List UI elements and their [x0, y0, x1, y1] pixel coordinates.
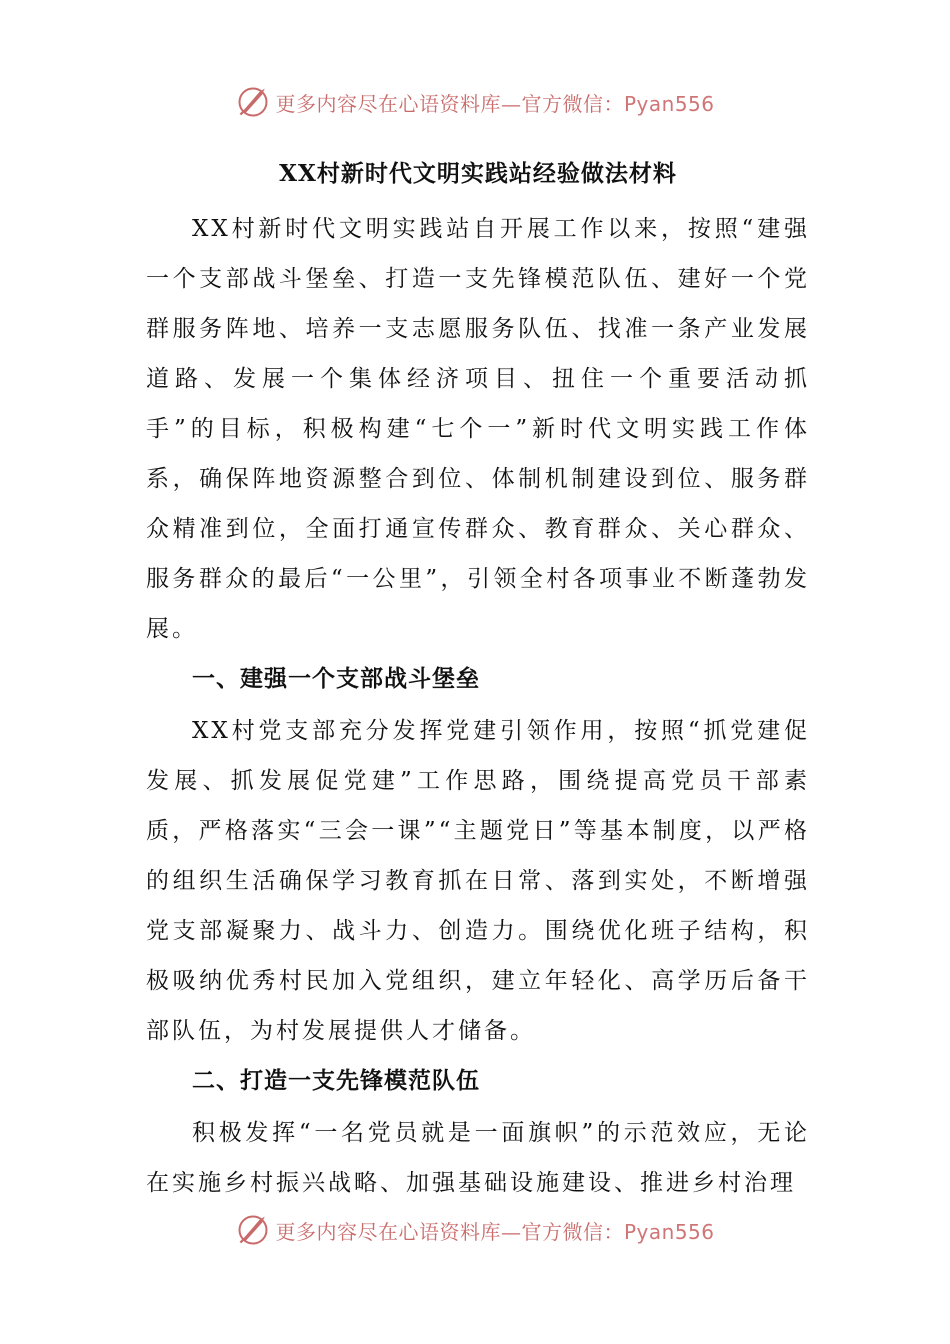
section-heading-2: 二、打造一支先锋模范队伍	[192, 1067, 480, 1094]
intro-paragraph: XX村新时代文明实践站自开展工作以来，按照“建强一个支部战斗堡垒、打造一支先锋模范队伍、建好一个党群服务阵地、培养一支志愿服务队伍、找准一条产业发展道路、发展一个集体经济项目、扭住一个重要活动抓手”的目标，积极构建“七个一”新时代文明实践工作体系，确保阵地资源整合到位、体制机制建设到位、服务群众精准到位，全面打通宣传群众、教育群众、关心群众、服务群众的最后“一公里”，引领全村各项事业不断蓬勃发展。	[146, 216, 810, 642]
document-body	[146, 154, 810, 1208]
section-body-2: 积极发挥“一名党员就是一面旗帜”的示范效应，无论在实施乡村振兴战略、加强基础设施建设、推进乡村治理	[146, 1120, 810, 1196]
quill-pen-logo-icon	[235, 84, 271, 120]
footer-watermark	[0, 1210, 950, 1250]
quill-pen-logo-icon	[235, 1212, 271, 1248]
watermark-text: 更多内容尽在心语资料库—官方微信：Pyan556	[275, 1219, 715, 1244]
section-body-1: XX村党支部充分发挥党建引领作用，按照“抓党建促发展、抓发展促党建”工作思路，围绕提高党员干部素质，严格落实“三会一课”“主题党日”等基本制度，以严格的组织生活确保学习教育抓在日常、落到实处，不断增强党支部凝聚力、战斗力、创造力。围绕优化班子结构，积极吸纳优秀村民加入党组织，建立年轻化、高学历后备干部队伍，为村发展提供人才储备。	[146, 718, 810, 1044]
section-heading-1: 一、建强一个支部战斗堡垒	[192, 665, 480, 692]
header-watermark	[0, 82, 950, 122]
document-title: XX村新时代文明实践站经验做法材料	[279, 160, 677, 187]
watermark-text: 更多内容尽在心语资料库—官方微信：Pyan556	[275, 91, 715, 116]
